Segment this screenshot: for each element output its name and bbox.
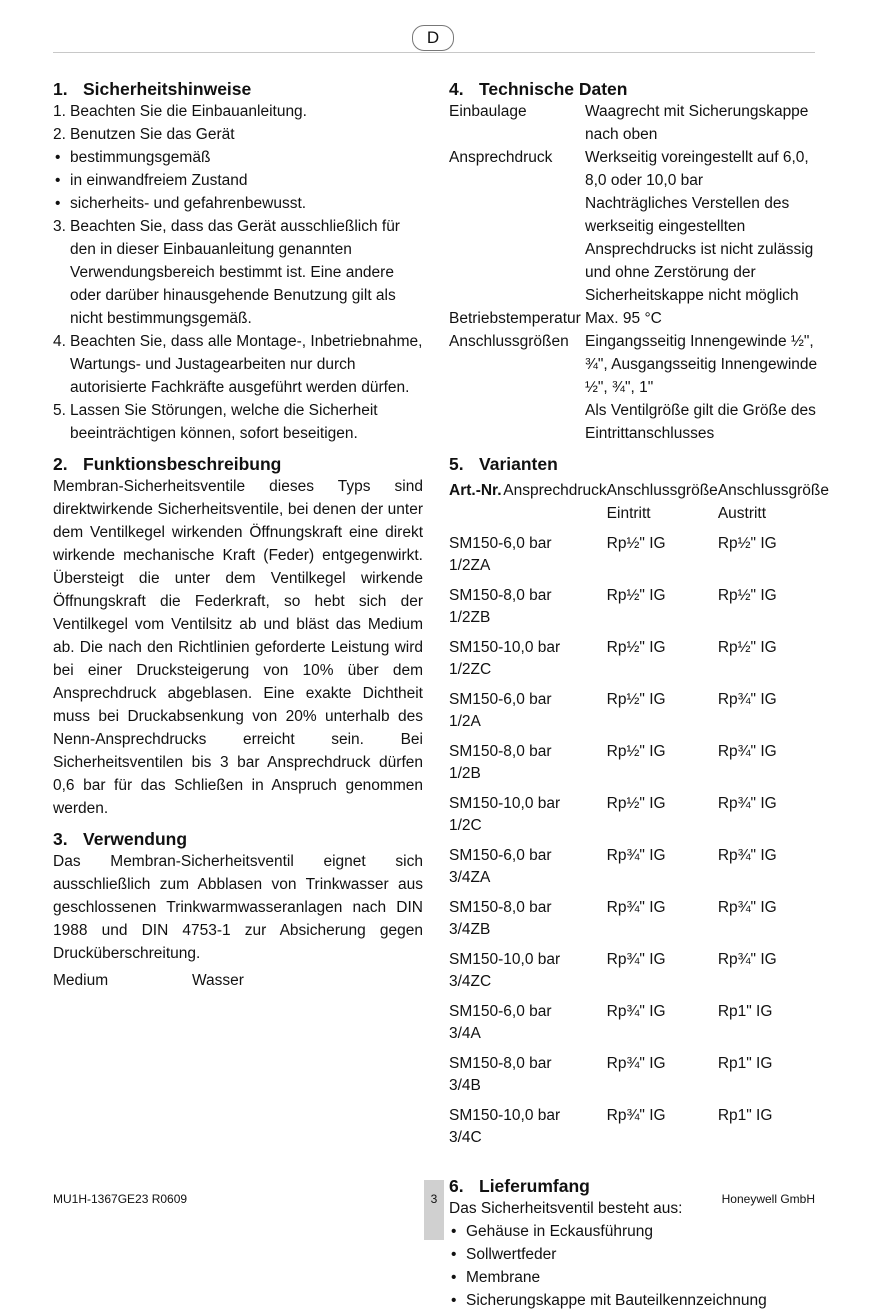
variant-pressure: 8,0 bar — [503, 587, 552, 604]
list-marker: • — [55, 149, 61, 166]
list-marker: 4. — [53, 333, 66, 350]
variant-pressure: 10,0 bar — [503, 639, 561, 656]
medium-label: Medium — [53, 972, 109, 989]
delivery-item-text: Membrane — [466, 1269, 541, 1286]
variant-outlet: Rp½" IG — [717, 639, 777, 656]
variant-inlet: Rp¾" IG — [606, 1003, 666, 1020]
variant-art-nr: SM150- 1/2ZA — [449, 535, 504, 574]
variant-row — [449, 1045, 829, 1097]
variant-pressure: 10,0 bar — [503, 1107, 561, 1124]
company-name: Honeywell GmbH — [721, 1192, 815, 1206]
variant-art-nr: SM150- 3/4ZC — [449, 951, 504, 990]
variant-row — [449, 993, 829, 1045]
variant-row — [449, 941, 829, 993]
variant-art-nr: SM150- 3/4ZA — [449, 847, 504, 886]
header-eintritt: Anschlussgröße Eintritt — [606, 482, 718, 522]
tech-value: Max. 95 °C — [585, 310, 662, 327]
variant-outlet: Rp1" IG — [717, 1055, 773, 1072]
variant-outlet: Rp½" IG — [717, 535, 777, 552]
language-badge: D — [412, 25, 454, 51]
variant-inlet: Rp½" IG — [606, 795, 666, 812]
variant-outlet: Rp¾" IG — [717, 691, 777, 708]
variant-art-nr: SM150- 3/4ZB — [449, 899, 504, 938]
variant-row — [449, 785, 829, 837]
tech-value: Als Ventilgröße gilt die Größe des Eintrittanschlusses — [585, 402, 816, 442]
variant-pressure: 10,0 bar — [503, 951, 561, 968]
tech-value: Eingangsseitig Innengewinde ½", ¾", Ausgangsseitig Innengewinde ½", ¾", 1" — [585, 333, 818, 396]
tech-row — [449, 192, 819, 307]
section-1-heading: 1. Sicherheitshinweise — [53, 79, 252, 99]
tech-row — [449, 100, 819, 146]
variant-inlet: Rp½" IG — [606, 587, 666, 604]
header-austritt: Anschlussgröße Austritt — [717, 482, 829, 522]
left-column — [53, 78, 423, 992]
safety-item — [53, 123, 423, 146]
variant-row — [449, 1097, 829, 1149]
delivery-item-text: Sicherungskappe mit Bauteilkennzeichnung — [466, 1292, 767, 1309]
tech-row — [449, 399, 819, 445]
variant-pressure: 6,0 bar — [503, 535, 552, 552]
tech-value: Werkseitig voreingestellt auf 6,0, 8,0 oder 10,0 bar — [585, 149, 809, 189]
variant-inlet: Rp½" IG — [606, 743, 666, 760]
variant-row — [449, 525, 829, 577]
section-5-heading: 5. Varianten — [449, 454, 558, 474]
variant-pressure: 6,0 bar — [503, 1003, 552, 1020]
variant-art-nr: SM150- 3/4B — [449, 1055, 504, 1094]
variant-row — [449, 733, 829, 785]
variant-row — [449, 577, 829, 629]
bullet-marker: • — [451, 1269, 457, 1286]
variant-pressure: 10,0 bar — [503, 795, 561, 812]
variant-row — [449, 629, 829, 681]
variant-art-nr: SM150- 3/4C — [449, 1107, 504, 1146]
safety-item — [53, 192, 423, 215]
usage-text: Das Membran-Sicherheitsventil eignet sich ausschließlich zum Abblasen von Trinkwasser aus geschlossenen Trinkwarmwasseranlagen nach DIN 1988 und DIN 4753-1 zur Absicherung gegen Drucküberschreitung. — [53, 853, 423, 962]
delivery-list — [449, 1220, 819, 1312]
delivery-item — [449, 1243, 819, 1266]
doc-id: MU1H-1367GE23 R0609 — [53, 1192, 188, 1206]
delivery-item-text: Gehäuse in Eckausführung — [466, 1223, 653, 1240]
tech-value: Nachträgliches Verstellen des werkseitig eingestellten Ansprechdrucks ist nicht zulässig und ohne Zerstörung der Sicherheitskappe nicht möglich — [585, 195, 814, 304]
page-number: 3 — [424, 1180, 444, 1240]
tech-label: Anschlussgrößen — [449, 333, 569, 350]
variant-pressure: 8,0 bar — [503, 899, 552, 916]
section-2-heading: 2. Funktionsbeschreibung — [53, 454, 282, 474]
safety-item — [53, 330, 423, 399]
variant-row — [449, 681, 829, 733]
variant-inlet: Rp¾" IG — [606, 1055, 666, 1072]
variant-art-nr: SM150- 3/4A — [449, 1003, 504, 1042]
tech-row — [449, 146, 819, 192]
list-marker: • — [55, 195, 61, 212]
bullet-marker: • — [451, 1246, 457, 1263]
variant-outlet: Rp1" IG — [717, 1107, 773, 1124]
list-marker: 5. — [53, 402, 66, 419]
function-description: Membran-Sicherheitsventile dieses Typs sind direktwirkende Sicherheitsventile, bei denen der unter dem Ventilkegel wirkenden Öffnungskraft eine direkt wirkende mechanische Kraft (Feder) entgegenwirkt. Übersteigt die unter dem Ventilkegel wirkende Öffnungskraft die Federkraft, so hebt sich der Ventilkegel vom Ventilsitz ab und bläst das Medium ab. Die nach den Richtlinien geforderte Leistung wird bei einer Drucksteigerung von 10% über dem Ansprechdruck abgeblasen. Eine exakte Dichtheit muss bei Druckabsenkung von 20% unterhalb des Nenn-Ansprechdrucks erreicht sein. Bei Sicherheitsventilen bis 3 bar Ansprechdruck dürfen 0,6 bar für das Schließen in Anspruch genommen werden. — [53, 478, 423, 817]
variant-outlet: Rp¾" IG — [717, 795, 777, 812]
variant-inlet: Rp½" IG — [606, 535, 666, 552]
variant-pressure: 6,0 bar — [503, 847, 552, 864]
safety-item — [53, 399, 423, 445]
safety-item-text: bestimmungsgemäß — [70, 149, 211, 166]
tech-label: Betriebstemperatur — [449, 310, 581, 327]
technical-data — [449, 100, 819, 445]
delivery-item-text: Sollwertfeder — [466, 1246, 557, 1263]
medium-row — [53, 969, 423, 992]
safety-item — [53, 215, 423, 330]
variants-header-row — [449, 479, 829, 525]
variant-row — [449, 889, 829, 941]
safety-item-text: Beachten Sie, dass alle Montage-, Inbetriebnahme, Wartungs- und Justagearbeiten nur durch autorisierte Fachkräfte ausgeführt werden dürfen. — [70, 333, 423, 396]
variant-outlet: Rp¾" IG — [717, 743, 777, 760]
header-art-nr: Art.-Nr. — [449, 482, 502, 499]
variant-pressure: 6,0 bar — [503, 691, 552, 708]
tech-row — [449, 330, 819, 399]
bullet-marker: • — [451, 1292, 457, 1309]
list-marker: 1. — [53, 103, 66, 120]
list-marker: 2. — [53, 126, 66, 143]
tech-row — [449, 307, 819, 330]
safety-item — [53, 169, 423, 192]
safety-item-text: in einwandfreiem Zustand — [70, 172, 248, 189]
header-rule — [53, 52, 815, 53]
variant-inlet: Rp¾" IG — [606, 1107, 666, 1124]
variant-outlet: Rp1" IG — [717, 1003, 773, 1020]
variant-row — [449, 837, 829, 889]
safety-item — [53, 100, 423, 123]
tech-value: Waagrecht mit Sicherungskappe nach oben — [585, 103, 809, 143]
variant-outlet: Rp¾" IG — [717, 899, 777, 916]
variant-outlet: Rp¾" IG — [717, 847, 777, 864]
safety-item — [53, 146, 423, 169]
variant-art-nr: SM150- 1/2C — [449, 795, 504, 834]
section-6-heading: 6. Lieferumfang — [449, 1176, 590, 1196]
tech-label — [449, 399, 585, 445]
safety-item-text: Lassen Sie Störungen, welche die Sicherheit beeinträchtigen können, sofort beseitigen. — [70, 402, 378, 442]
list-marker: 3. — [53, 218, 66, 235]
delivery-intro: Das Sicherheitsventil besteht aus: — [449, 1200, 683, 1217]
tech-label: Ansprechdruck — [449, 149, 553, 166]
list-marker: • — [55, 172, 61, 189]
section-4-heading: 4. Technische Daten — [449, 79, 628, 99]
safety-item-text: Beachten Sie die Einbauanleitung. — [70, 103, 307, 120]
right-column — [449, 78, 829, 1312]
medium-value: Wasser — [192, 972, 244, 989]
variant-inlet: Rp½" IG — [606, 691, 666, 708]
delivery-item — [449, 1289, 819, 1312]
variant-inlet: Rp½" IG — [606, 639, 666, 656]
safety-item-text: Benutzen Sie das Gerät — [70, 126, 235, 143]
safety-item-text: sicherheits- und gefahrenbewusst. — [70, 195, 307, 212]
variant-inlet: Rp¾" IG — [606, 951, 666, 968]
safety-list — [53, 100, 423, 445]
variant-outlet: Rp½" IG — [717, 587, 777, 604]
delivery-item — [449, 1266, 819, 1289]
variant-inlet: Rp¾" IG — [606, 899, 666, 916]
variant-art-nr: SM150- 1/2ZC — [449, 639, 504, 678]
variant-pressure: 8,0 bar — [503, 743, 552, 760]
bullet-marker: • — [451, 1223, 457, 1240]
variant-outlet: Rp¾" IG — [717, 951, 777, 968]
variant-art-nr: SM150- 1/2A — [449, 691, 504, 730]
tech-label: Einbaulage — [449, 103, 527, 120]
variant-pressure: 8,0 bar — [503, 1055, 552, 1072]
section-3-heading: 3. Verwendung — [53, 829, 188, 849]
safety-item-text: Beachten Sie, dass das Gerät ausschließlich für den in dieser Einbauanleitung genannten Verwendungsbereich bestimmt ist. Eine andere oder darüber hinausgehende Benutzung gilt als nicht bestimmungsgemäß. — [70, 218, 400, 327]
variant-art-nr: SM150- 1/2B — [449, 743, 504, 782]
tech-label — [449, 192, 585, 307]
variants-table — [449, 479, 829, 1149]
variant-inlet: Rp¾" IG — [606, 847, 666, 864]
variant-art-nr: SM150- 1/2ZB — [449, 587, 504, 626]
header-ansprechdruck: Ansprechdruck — [503, 482, 607, 499]
